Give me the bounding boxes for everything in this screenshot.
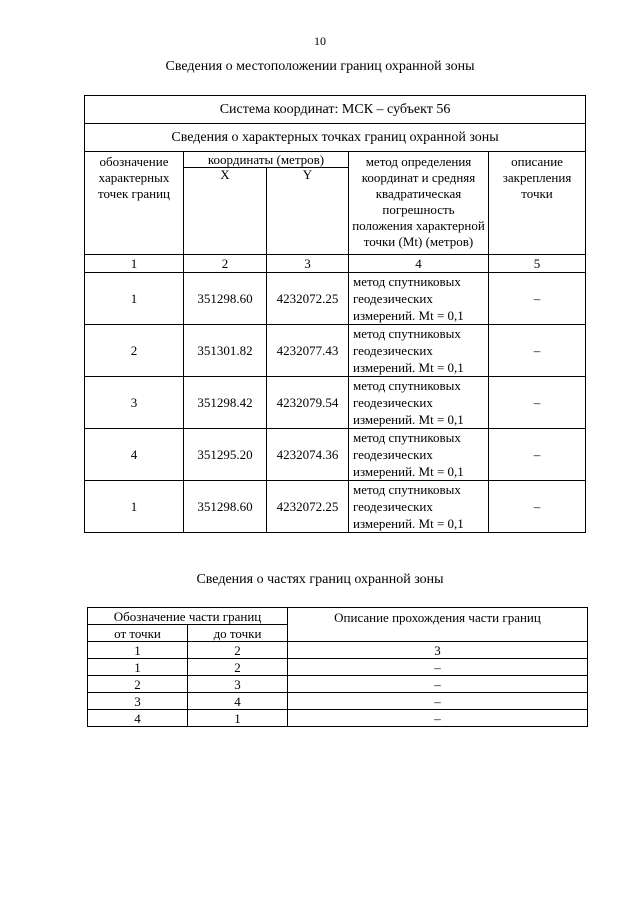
table-row xyxy=(85,481,586,533)
points-subtitle: Сведения о характерных точках границ охранной зоны xyxy=(85,124,586,152)
x-coord: 351298.60 xyxy=(184,273,267,325)
fixation-text: – xyxy=(489,325,586,377)
method-text: метод спутниковых геодезических измерений. Mt = 0,1 xyxy=(349,273,489,325)
method-text: метод спутниковых геодезических измерений. Mt = 0,1 xyxy=(349,377,489,429)
from-point: 3 xyxy=(88,693,188,710)
y-coord: 4232072.25 xyxy=(267,273,349,325)
part-description: – xyxy=(288,710,588,727)
table-row xyxy=(85,273,586,325)
column-numbers-row xyxy=(85,255,586,273)
fixation-text: – xyxy=(489,273,586,325)
boundary-parts-table xyxy=(87,607,588,727)
header-part: Обозначение части границ xyxy=(88,608,288,625)
coord-system-label: Система координат: МСК – субъект 56 xyxy=(85,96,586,124)
header-y: Y xyxy=(267,168,349,255)
method-text: метод спутниковых геодезических измерений. Mt = 0,1 xyxy=(349,481,489,533)
column-number: 2 xyxy=(188,642,288,659)
y-coord: 4232077.43 xyxy=(267,325,349,377)
fixation-text: – xyxy=(489,377,586,429)
to-point: 4 xyxy=(188,693,288,710)
from-point: 2 xyxy=(88,676,188,693)
x-coord: 351295.20 xyxy=(184,429,267,481)
to-point: 3 xyxy=(188,676,288,693)
point-id: 4 xyxy=(85,429,184,481)
part-description: – xyxy=(288,659,588,676)
column-number: 2 xyxy=(184,255,267,273)
point-id: 1 xyxy=(85,273,184,325)
fixation-text: – xyxy=(489,429,586,481)
to-point: 2 xyxy=(188,659,288,676)
point-id: 2 xyxy=(85,325,184,377)
y-coord: 4232074.36 xyxy=(267,429,349,481)
column-number: 3 xyxy=(267,255,349,273)
header-to: до точки xyxy=(188,625,288,642)
column-number: 3 xyxy=(288,642,588,659)
from-point: 4 xyxy=(88,710,188,727)
x-coord: 351301.82 xyxy=(184,325,267,377)
part-description: – xyxy=(288,693,588,710)
column-number: 4 xyxy=(349,255,489,273)
header-description: Описание прохождения части границ xyxy=(288,608,588,642)
column-number: 1 xyxy=(85,255,184,273)
from-point: 1 xyxy=(88,659,188,676)
parts-title: Сведения о частях границ охранной зоны xyxy=(196,572,444,587)
column-number: 5 xyxy=(489,255,586,273)
y-coord: 4232072.25 xyxy=(267,481,349,533)
header-x: X xyxy=(184,168,267,255)
point-id: 3 xyxy=(85,377,184,429)
point-id: 1 xyxy=(85,481,184,533)
part-description: – xyxy=(288,676,588,693)
fixation-text: – xyxy=(489,481,586,533)
table-row xyxy=(88,710,588,727)
column-number: 1 xyxy=(88,642,188,659)
table-row xyxy=(88,676,588,693)
header-from: от точки xyxy=(88,625,188,642)
characteristic-points-table xyxy=(84,95,586,533)
header-fixation: описание закрепления точки xyxy=(489,152,586,255)
table-row xyxy=(85,325,586,377)
header-coords: координаты (метров) xyxy=(184,152,349,168)
header-method: метод определения координат и средняя квадратическая погрешность положения характерной точки (Mt) (метров) xyxy=(349,152,489,255)
table-row xyxy=(85,377,586,429)
method-text: метод спутниковых геодезических измерений. Mt = 0,1 xyxy=(349,325,489,377)
table-row xyxy=(85,429,586,481)
boundaries-title: Сведения о местоположении границ охранной зоны xyxy=(165,59,475,74)
header-point: обозначение характерных точек границ xyxy=(85,152,184,255)
table-row xyxy=(88,693,588,710)
x-coord: 351298.42 xyxy=(184,377,267,429)
method-text: метод спутниковых геодезических измерений. Mt = 0,1 xyxy=(349,429,489,481)
to-point: 1 xyxy=(188,710,288,727)
column-numbers-row xyxy=(88,642,588,659)
table-row xyxy=(88,659,588,676)
y-coord: 4232079.54 xyxy=(267,377,349,429)
page-number: 10 xyxy=(314,34,326,48)
x-coord: 351298.60 xyxy=(184,481,267,533)
